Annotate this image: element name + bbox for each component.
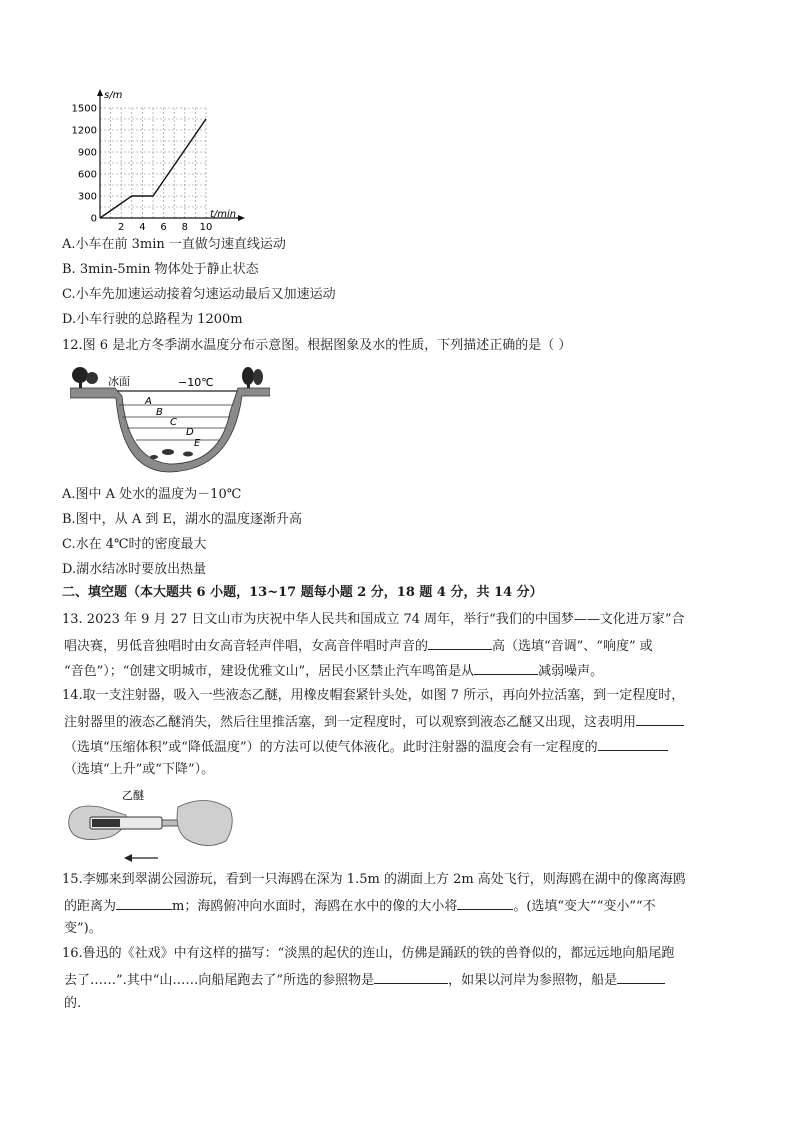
x-tick-label: 2 (118, 222, 125, 233)
q11-option-d: D.小车行驶的总路程为 1200m (62, 312, 243, 327)
ice-label: 冰面 (108, 375, 130, 388)
y-axis-arrow (97, 89, 103, 96)
y-axis-label: s/m (104, 90, 123, 101)
graph-grid (100, 108, 206, 218)
y-tick-label: 0 (90, 213, 97, 225)
layer-label-d: D (186, 427, 194, 438)
q13-text-d: 减弱噪声。 (538, 664, 604, 679)
x-tick-label: 8 (181, 222, 188, 233)
q13-blank-2[interactable] (474, 660, 538, 675)
q15-line-2 (64, 895, 656, 917)
q13-text-b: 高（选填“音调”、“响度” 或 (492, 639, 653, 654)
q15-text-c: 。(选填“变大”“变小”“不 (513, 899, 656, 914)
q13-line-2 (64, 635, 653, 657)
q15-line-3: 变”)。 (64, 921, 102, 936)
lake-bank (70, 388, 270, 472)
ether-label: 乙醚 (122, 789, 144, 802)
q15-blank-2[interactable] (457, 895, 513, 910)
q14-text-b: （选填“压缩体积”或“降低温度”）的方法可以使气体液化。此时注射器的温度会有一定程度的 (64, 740, 598, 755)
q16-line-1: 16.鲁迅的《社戏》中有这样的描写：“淡黑的起伏的连山，仿佛是踊跃的铁的兽脊似的，都远远地向船尾跑 (62, 946, 675, 961)
x-axis-label: t/min (210, 209, 237, 220)
x-tick-label: 6 (160, 222, 167, 233)
air-temperature-label: −10℃ (178, 376, 214, 389)
y-tick-label: 900 (77, 147, 97, 159)
section-2-title: 二、填空题（本大题共 6 小题，13~17 题每小题 2 分，18 题 4 分，共 14 分） (62, 585, 543, 600)
s-t-graph (72, 88, 272, 236)
liquid-ether (92, 819, 120, 827)
tree-icon (242, 367, 263, 388)
layer-label-e: E (194, 438, 201, 449)
q14-line-2 (64, 711, 684, 733)
q16-blank-1[interactable] (374, 969, 448, 984)
q16-line-2 (64, 969, 665, 991)
tree-icon (72, 367, 98, 388)
q11-option-a: A.小车在前 3min 一直做匀速直线运动 (62, 237, 286, 252)
lake-temperature-figure (70, 362, 270, 474)
q16-text-a: 去了……”.其中“山……向船尾跑去了”所选的参照物是 (64, 973, 375, 988)
q11-option-b: B. 3min-5min 物体处于静止状态 (62, 262, 259, 277)
q13-line-3 (64, 660, 603, 682)
syringe-figure (66, 785, 236, 865)
x-tick-label: 4 (139, 222, 146, 233)
y-tick-label: 1200 (72, 125, 97, 137)
q14-blank-1[interactable] (636, 711, 684, 726)
q15-line-1: 15.李娜来到翠湖公园游玩，看到一只海鸥在深为 1.5m 的湖面上方 2m 高处飞行，则海鸥在湖中的像离海鸥 (62, 872, 686, 887)
q15-text-b: m；海鸥俯冲向水面时，海鸥在水中的像的大小将 (172, 899, 458, 914)
q13-text-c: “音色”）；“创建文明城市，建设优雅文山”，居民小区禁止汽车鸣笛是从 (64, 664, 475, 679)
right-hand (177, 800, 232, 845)
q12-option-d: D.湖水结冰时要放出热量 (62, 562, 207, 577)
q14-line-1: 14.取一支注射器，吸入一些液态乙醚，用橡皮帽套紧针头处，如图 7 所示，再向外拉活塞，到一定程度时， (62, 688, 685, 703)
q15-text-a: 的距离为 (64, 899, 117, 914)
layer-label-c: C (170, 417, 177, 428)
y-tick-label: 1500 (72, 103, 97, 115)
fish-icon (150, 449, 193, 459)
q12-option-a: A.图中 A 处水的温度为－10℃ (62, 487, 242, 502)
q14-line-3 (64, 736, 668, 758)
q12-option-b: B.图中，从 A 到 E，湖水的温度逐渐升高 (62, 512, 302, 527)
q13-line-1: 13. 2023 年 9 月 27 日文山市为庆祝中华人民共和国成立 74 周年，举行“我们的中国梦——文化进万家”合 (62, 612, 685, 627)
q13-text-a: 唱决赛，男低音独唱时由女高音轻声伴唱，女高音伴唱时声音的 (64, 639, 429, 654)
q12-option-c: C.水在 4℃时的密度最大 (62, 537, 207, 552)
q11-option-c: C.小车先加速运动接着匀速运动最后又加速运动 (62, 287, 336, 302)
q16-line-3: 的. (64, 996, 82, 1011)
q14-text-a: 注射器里的液态乙醚消失，然后往里推活塞，到一定程度时，可以观察到液态乙醚又出现，这表明用 (64, 715, 637, 730)
layer-label-b: B (156, 407, 163, 418)
y-tick-label: 300 (77, 191, 97, 203)
layer-label-a: A (145, 396, 152, 407)
q13-blank-1[interactable] (428, 635, 492, 650)
q15-blank-1[interactable] (116, 895, 172, 910)
y-tick-label: 600 (77, 169, 97, 181)
q16-text-b: ，如果以河岸为参照物，船是 (448, 973, 618, 988)
q12-stem: 12.图 6 是北方冬季湖水温度分布示意图。根据图象及水的性质，下列描述正确的是（ ） (62, 338, 572, 353)
x-tick-label: 10 (199, 222, 213, 233)
q14-line-4: （选填“上升”或“下降”）。 (64, 762, 215, 777)
x-axis-arrow (238, 215, 245, 221)
q14-blank-2[interactable] (598, 736, 668, 751)
q16-blank-2[interactable] (617, 969, 665, 984)
graph-axes (97, 89, 245, 221)
arrow-head (124, 854, 132, 862)
